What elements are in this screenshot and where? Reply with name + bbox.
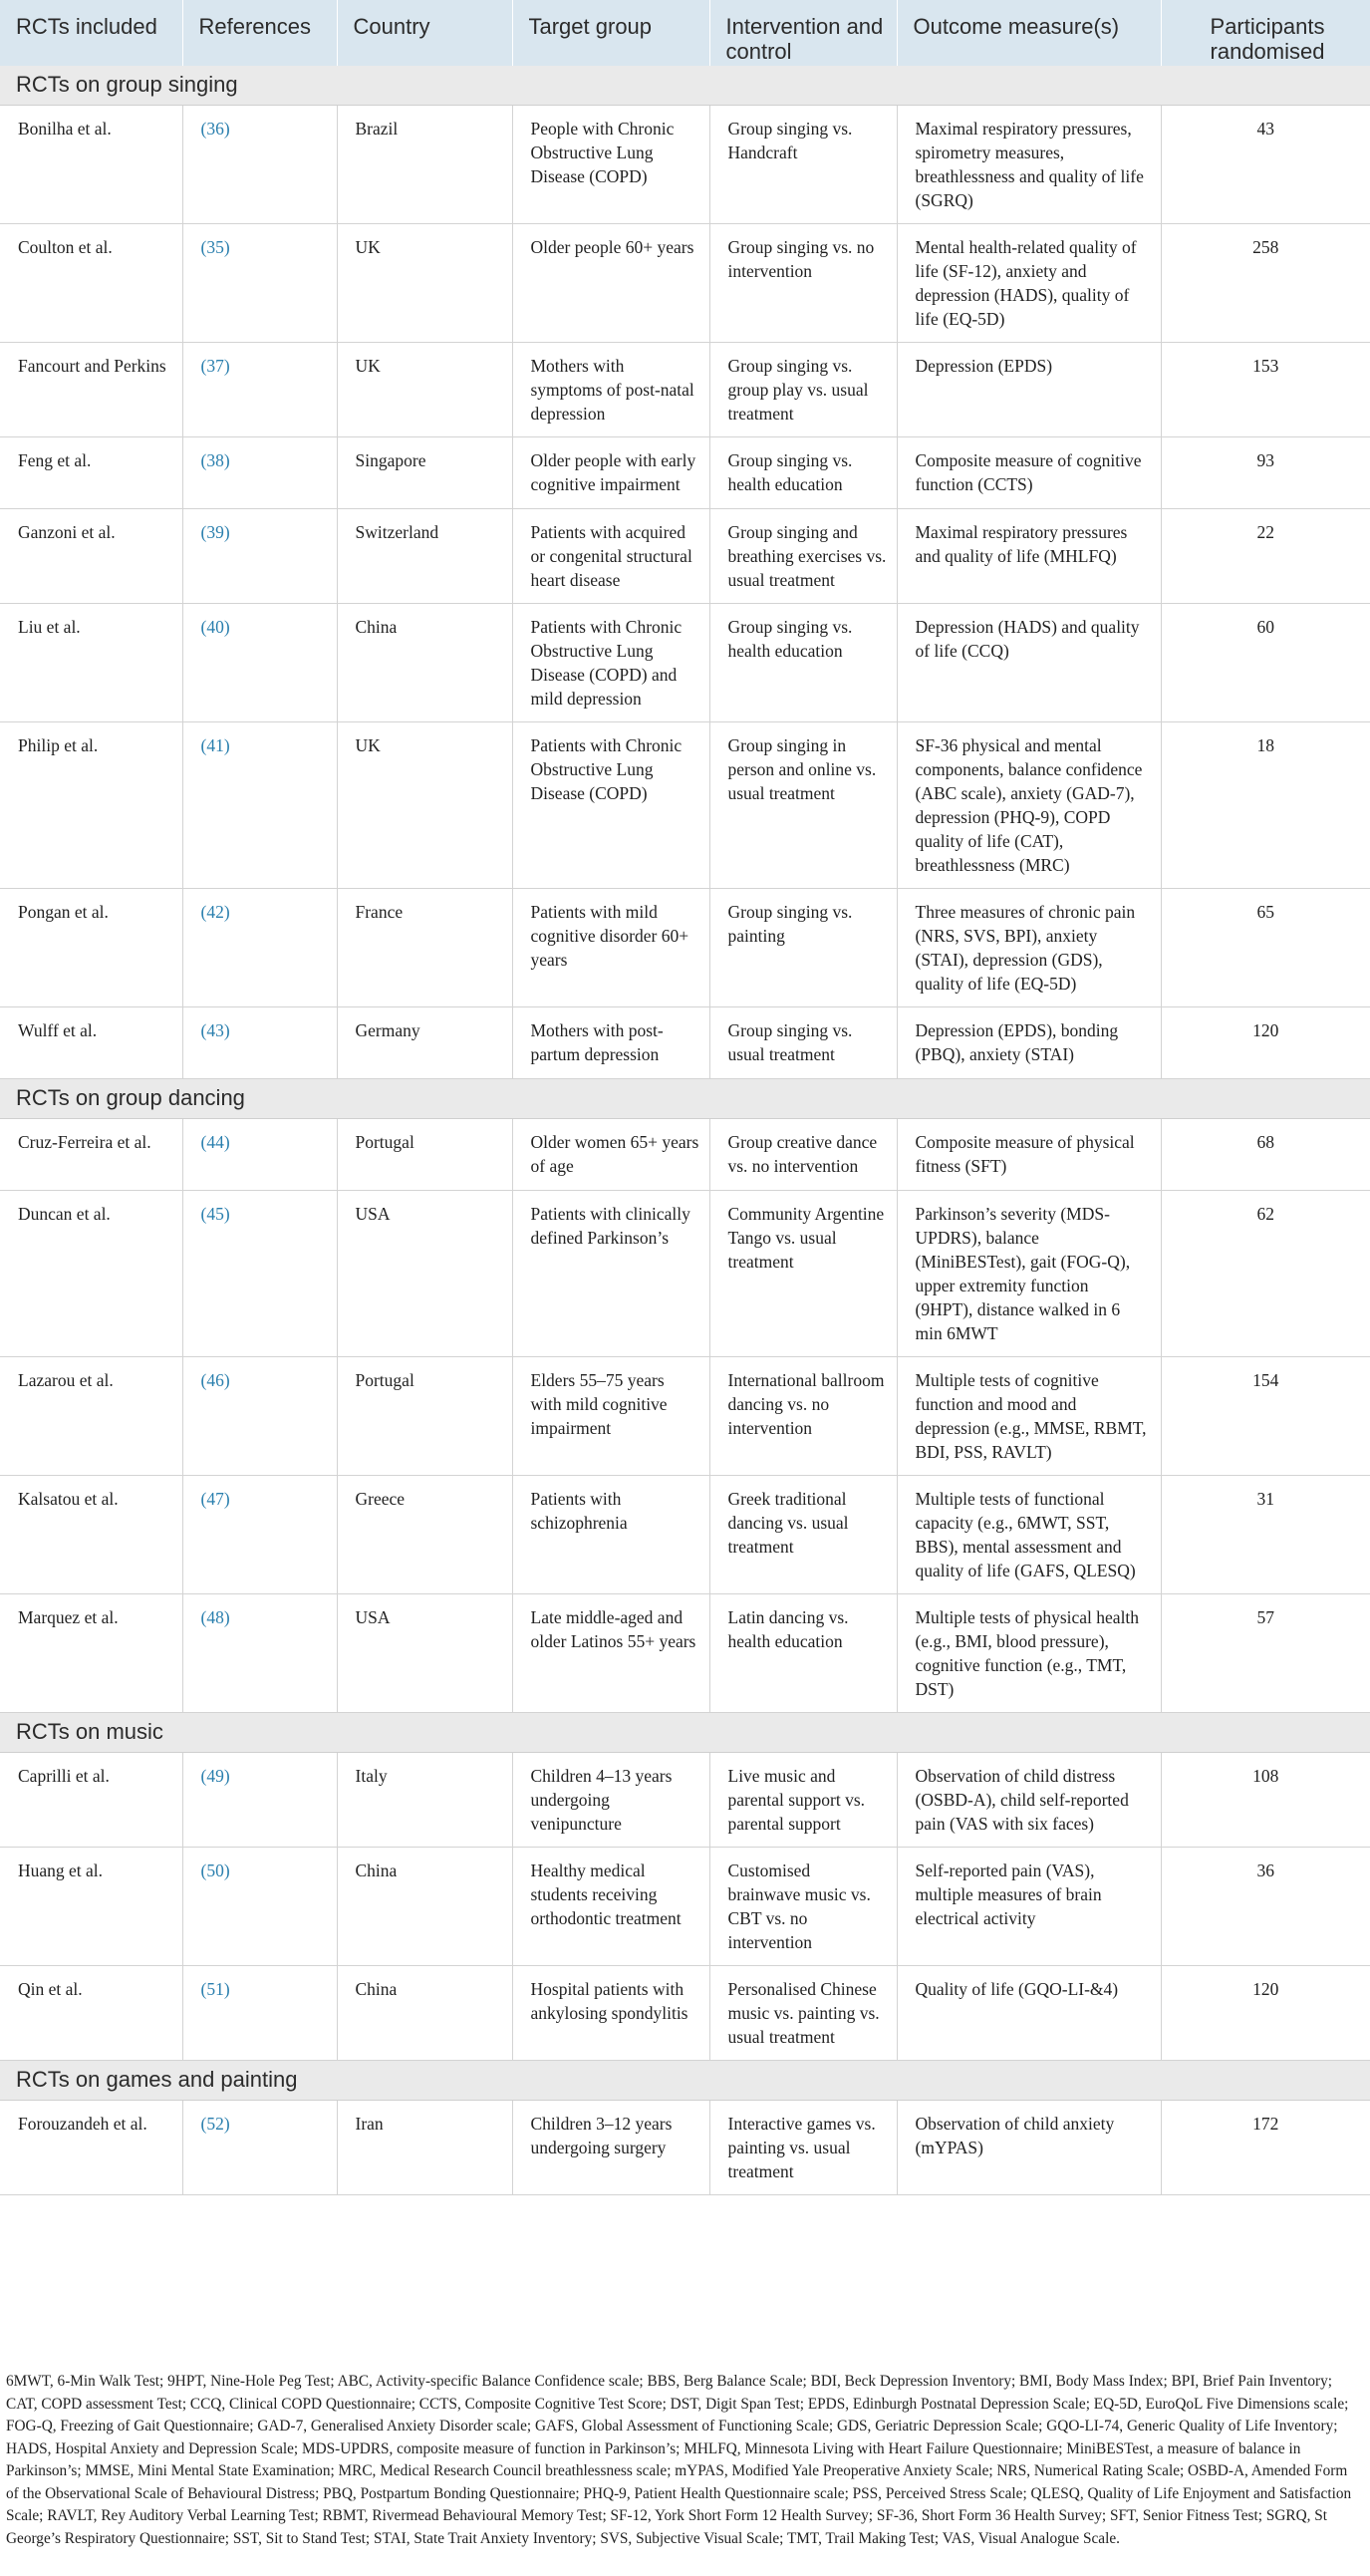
table-cell-intervention: Group singing in person and online vs. usual treatment: [709, 722, 897, 889]
table-cell-reference[interactable]: (48): [182, 1594, 337, 1713]
table-cell-intervention: Group singing vs. Handcraft: [709, 106, 897, 224]
table-cell-reference[interactable]: (37): [182, 343, 337, 437]
table-cell-study: Coulton et al.: [0, 224, 182, 343]
table-cell-target-group: Patients with Chronic Obstructive Lung Disease (COPD) and mild depression: [512, 604, 709, 722]
table-row: [0, 106, 1370, 224]
table-cell-participants: 258: [1161, 224, 1370, 343]
table-cell-reference[interactable]: (43): [182, 1007, 337, 1079]
table-cell-country: Portugal: [337, 1119, 512, 1191]
table-cell-outcome: Parkinson’s severity (MDS-UPDRS), balance (MiniBESTest), gait (FOG-Q), upper extremity function (9HPT), distance walked in 6 min 6MWT: [897, 1191, 1161, 1357]
table-cell-outcome: Composite measure of physical fitness (SFT): [897, 1119, 1161, 1191]
table-cell-target-group: Older people 60+ years: [512, 224, 709, 343]
table-cell-participants: 153: [1161, 343, 1370, 437]
table-row: [0, 1007, 1370, 1079]
table-cell-target-group: Children 4–13 years undergoing venipuncture: [512, 1753, 709, 1848]
header-references: References: [182, 0, 337, 66]
table-cell-reference[interactable]: (46): [182, 1357, 337, 1476]
table-cell-study: Marquez et al.: [0, 1594, 182, 1713]
table-cell-intervention: Group singing vs. painting: [709, 889, 897, 1007]
section-title: RCTs on group singing: [0, 66, 1370, 106]
table-cell-country: Iran: [337, 2101, 512, 2195]
table-cell-outcome: Three measures of chronic pain (NRS, SVS, BPI), anxiety (STAI), depression (GDS), quality of life (EQ-5D): [897, 889, 1161, 1007]
table-cell-study: Duncan et al.: [0, 1191, 182, 1357]
header-intervention: Intervention and control: [709, 0, 897, 66]
table-cell-country: China: [337, 604, 512, 722]
table-cell-participants: 57: [1161, 1594, 1370, 1713]
table-cell-target-group: Mothers with post-partum depression: [512, 1007, 709, 1079]
table-cell-outcome: Observation of child distress (OSBD-A), child self-reported pain (VAS with six faces): [897, 1753, 1161, 1848]
table-cell-target-group: Healthy medical students receiving orthodontic treatment: [512, 1848, 709, 1966]
table-row: [0, 2101, 1370, 2195]
table-cell-outcome: Depression (EPDS), bonding (PBQ), anxiety (STAI): [897, 1007, 1161, 1079]
table-cell-intervention: Personalised Chinese music vs. painting vs. usual treatment: [709, 1966, 897, 2061]
table-cell-target-group: People with Chronic Obstructive Lung Disease (COPD): [512, 106, 709, 224]
table-cell-intervention: Group singing vs. health education: [709, 604, 897, 722]
header-rcts-included: RCTs included: [0, 0, 182, 66]
table-cell-intervention: Group singing vs. group play vs. usual treatment: [709, 343, 897, 437]
table-row: [0, 1357, 1370, 1476]
table-cell-target-group: Older people with early cognitive impairment: [512, 437, 709, 509]
table-cell-reference[interactable]: (35): [182, 224, 337, 343]
section-header-row: [0, 1713, 1370, 1753]
table-cell-country: Singapore: [337, 437, 512, 509]
table-cell-study: Qin et al.: [0, 1966, 182, 2061]
table-cell-study: Fancourt and Perkins: [0, 343, 182, 437]
table-cell-reference[interactable]: (39): [182, 509, 337, 604]
table-cell-reference[interactable]: (51): [182, 1966, 337, 2061]
table-cell-study: Kalsatou et al.: [0, 1476, 182, 1594]
table-cell-study: Liu et al.: [0, 604, 182, 722]
table-cell-country: Portugal: [337, 1357, 512, 1476]
table-cell-participants: 172: [1161, 2101, 1370, 2195]
table-row: [0, 1594, 1370, 1713]
header-participants: Participants randomised: [1161, 0, 1370, 66]
section-header-row: [0, 2061, 1370, 2101]
table-cell-study: Bonilha et al.: [0, 106, 182, 224]
table-cell-reference[interactable]: (41): [182, 722, 337, 889]
table-cell-study: Forouzandeh et al.: [0, 2101, 182, 2195]
table-cell-target-group: Patients with acquired or congenital structural heart disease: [512, 509, 709, 604]
table-cell-target-group: Late middle-aged and older Latinos 55+ years: [512, 1594, 709, 1713]
table-cell-intervention: Greek traditional dancing vs. usual treatment: [709, 1476, 897, 1594]
table-row: [0, 722, 1370, 889]
table-cell-outcome: SF-36 physical and mental components, balance confidence (ABC scale), anxiety (GAD-7), depression (PHQ-9), COPD quality of life (CAT), breathlessness (MRC): [897, 722, 1161, 889]
table-cell-study: Cruz-Ferreira et al.: [0, 1119, 182, 1191]
table-cell-country: USA: [337, 1191, 512, 1357]
table-cell-intervention: Group singing and breathing exercises vs. usual treatment: [709, 509, 897, 604]
table-cell-study: Caprilli et al.: [0, 1753, 182, 1848]
table-cell-reference[interactable]: (45): [182, 1191, 337, 1357]
table-cell-country: Germany: [337, 1007, 512, 1079]
table-cell-intervention: Live music and parental support vs. parental support: [709, 1753, 897, 1848]
table-cell-country: China: [337, 1848, 512, 1966]
table-cell-country: Switzerland: [337, 509, 512, 604]
table-row: [0, 1753, 1370, 1848]
table-cell-participants: 68: [1161, 1119, 1370, 1191]
table-cell-intervention: Community Argentine Tango vs. usual treatment: [709, 1191, 897, 1357]
table-cell-study: Philip et al.: [0, 722, 182, 889]
table-cell-outcome: Mental health-related quality of life (SF-12), anxiety and depression (HADS), quality of life (EQ-5D): [897, 224, 1161, 343]
header-country: Country: [337, 0, 512, 66]
table-cell-country: Italy: [337, 1753, 512, 1848]
table-cell-participants: 120: [1161, 1966, 1370, 2061]
header-target-group: Target group: [512, 0, 709, 66]
table-cell-country: Greece: [337, 1476, 512, 1594]
table-cell-country: China: [337, 1966, 512, 2061]
table-cell-target-group: Patients with Chronic Obstructive Lung Disease (COPD): [512, 722, 709, 889]
table-row: [0, 1848, 1370, 1966]
table-cell-participants: 62: [1161, 1191, 1370, 1357]
table-cell-participants: 154: [1161, 1357, 1370, 1476]
table-cell-participants: 120: [1161, 1007, 1370, 1079]
table-row: [0, 437, 1370, 509]
table-cell-outcome: Maximal respiratory pressures and quality of life (MHLFQ): [897, 509, 1161, 604]
table-cell-intervention: Group singing vs. no intervention: [709, 224, 897, 343]
table-cell-outcome: Composite measure of cognitive function (CCTS): [897, 437, 1161, 509]
table-cell-target-group: Elders 55–75 years with mild cognitive impairment: [512, 1357, 709, 1476]
table-cell-study: Lazarou et al.: [0, 1357, 182, 1476]
table-cell-country: USA: [337, 1594, 512, 1713]
table-cell-participants: 36: [1161, 1848, 1370, 1966]
table-cell-country: Brazil: [337, 106, 512, 224]
table-cell-reference[interactable]: (38): [182, 437, 337, 509]
section-title: RCTs on group dancing: [0, 1079, 1370, 1119]
table-cell-outcome: Depression (HADS) and quality of life (CCQ): [897, 604, 1161, 722]
table-cell-outcome: Self-reported pain (VAS), multiple measures of brain electrical activity: [897, 1848, 1161, 1966]
table-cell-intervention: Interactive games vs. painting vs. usual treatment: [709, 2101, 897, 2195]
table-cell-target-group: Mothers with symptoms of post-natal depression: [512, 343, 709, 437]
abbreviations-footnote: 6MWT, 6-Min Walk Test; 9HPT, Nine-Hole Peg Test; ABC, Activity-specific Balance Confidence scale; BBS, Berg Balance Scale; BDI, Beck Depression Inventory; BMI, Body Mass Index; BPI, Brief Pain Inventory; CAT, COPD assessment Test; CCQ, Clinical COPD Questionnaire; CCTS, Composite Cognitive Test Score; DST, Digit Span Test; EPDS, Edinburgh Postnatal Depression Scale; EQ-5D, EuroQoL Five Dimensions scale; FOG-Q, Freezing of Gait Questionnaire; GAD-7, Generalised Anxiety Disorder scale; GAFS, Global Assessment of Functioning Scale; GDS, Geriatric Depression Scale; GQO-LI-74, Generic Quality of Life Inventory; HADS, Hospital Anxiety and Depression Scale; MDS-UPDRS, composite measure of function in Parkinson’s; MHLFQ, Minnesota Living with Heart Failure Questionnaire; MiniBESTest, a measure of balance in Parkinson’s; MMSE, Mini Mental State Examination; MRC, Medical Research Council breathlessness scale; mYPAS, Modified Yale Preoperative Anxiety Scale; NRS, Numerical Rating Scale; OSBD-A, Amended Form of the Observational Scale of Behavioural Distress; PBQ, Postpartum Bonding Questionnaire; PHQ-9, Patient Health Questionnaire scale; PSS, Perceived Stress Scale; QLESQ, Quality of Life Enjoyment and Satisfaction Scale; RAVLT, Rey Auditory Verbal Learning Test; RBMT, Rivermead Behavioural Memory Test; SF-12, York Short Form 12 Health Survey; SF-36, Short Form 36 Health Survey; SFT, Senior Fitness Test; SGRQ, St George’s Respiratory Questionnaire; SST, Sit to Stand Test; STAI, State Trait Anxiety Inventory; SVS, Subjective Visual Scale; TMT, Trail Making Test; VAS, Visual Analogue Scale.: [6, 2373, 1352, 2547]
table-cell-outcome: Multiple tests of physical health (e.g., BMI, blood pressure), cognitive function (e.g., TMT, DST): [897, 1594, 1161, 1713]
table-cell-outcome: Depression (EPDS): [897, 343, 1161, 437]
table-row: [0, 1966, 1370, 2061]
table-row: [0, 604, 1370, 722]
table-cell-country: UK: [337, 722, 512, 889]
table-cell-study: Ganzoni et al.: [0, 509, 182, 604]
table-row: [0, 889, 1370, 1007]
section-title: RCTs on games and painting: [0, 2061, 1370, 2101]
table-row: [0, 1191, 1370, 1357]
table-cell-participants: 22: [1161, 509, 1370, 604]
table-row: [0, 343, 1370, 437]
table-cell-reference[interactable]: (42): [182, 889, 337, 1007]
table-cell-reference[interactable]: (52): [182, 2101, 337, 2195]
header-outcome: Outcome measure(s): [897, 0, 1161, 66]
table-cell-outcome: Quality of life (GQO-LI-&4): [897, 1966, 1161, 2061]
table-cell-reference[interactable]: (50): [182, 1848, 337, 1966]
table-cell-reference[interactable]: (40): [182, 604, 337, 722]
table-row: [0, 1476, 1370, 1594]
table-cell-target-group: Children 3–12 years undergoing surgery: [512, 2101, 709, 2195]
table-cell-intervention: Group singing vs. health education: [709, 437, 897, 509]
table-cell-participants: 65: [1161, 889, 1370, 1007]
table-cell-target-group: Patients with schizophrenia: [512, 1476, 709, 1594]
table-cell-intervention: Group singing vs. usual treatment: [709, 1007, 897, 1079]
table-cell-outcome: Observation of child anxiety (mYPAS): [897, 2101, 1161, 2195]
table-cell-study: Feng et al.: [0, 437, 182, 509]
table-cell-study: Pongan et al.: [0, 889, 182, 1007]
table-cell-participants: 108: [1161, 1753, 1370, 1848]
table-cell-study: Wulff et al.: [0, 1007, 182, 1079]
table-cell-reference[interactable]: (49): [182, 1753, 337, 1848]
table-cell-intervention: Group creative dance vs. no intervention: [709, 1119, 897, 1191]
section-title: RCTs on music: [0, 1713, 1370, 1753]
table-cell-participants: 93: [1161, 437, 1370, 509]
table-cell-outcome: Maximal respiratory pressures, spirometry measures, breathlessness and quality of life (SGRQ): [897, 106, 1161, 224]
table-cell-intervention: Customised brainwave music vs. CBT vs. no intervention: [709, 1848, 897, 1966]
table-row: [0, 1119, 1370, 1191]
table-cell-participants: 18: [1161, 722, 1370, 889]
table-header-row: [0, 0, 1370, 66]
table-cell-target-group: Patients with clinically defined Parkinson’s: [512, 1191, 709, 1357]
table-cell-reference[interactable]: (47): [182, 1476, 337, 1594]
table-row: [0, 224, 1370, 343]
table-cell-participants: 43: [1161, 106, 1370, 224]
table-cell-country: France: [337, 889, 512, 1007]
table-cell-intervention: International ballroom dancing vs. no intervention: [709, 1357, 897, 1476]
table-body: [0, 66, 1370, 2195]
table-cell-outcome: Multiple tests of functional capacity (e.g., 6MWT, SST, BBS), mental assessment and quality of life (GAFS, QLESQ): [897, 1476, 1161, 1594]
table-cell-country: UK: [337, 343, 512, 437]
table-cell-intervention: Latin dancing vs. health education: [709, 1594, 897, 1713]
table-cell-study: Huang et al.: [0, 1848, 182, 1966]
table-cell-target-group: Patients with mild cognitive disorder 60+ years: [512, 889, 709, 1007]
table-cell-country: UK: [337, 224, 512, 343]
table-cell-outcome: Multiple tests of cognitive function and mood and depression (e.g., MMSE, RBMT, BDI, PSS, RAVLT): [897, 1357, 1161, 1476]
table-cell-participants: 60: [1161, 604, 1370, 722]
table-cell-reference[interactable]: (36): [182, 106, 337, 224]
table-cell-participants: 31: [1161, 1476, 1370, 1594]
table-row: [0, 509, 1370, 604]
table-cell-reference[interactable]: (44): [182, 1119, 337, 1191]
section-header-row: [0, 1079, 1370, 1119]
section-header-row: [0, 66, 1370, 106]
table-cell-target-group: Older women 65+ years of age: [512, 1119, 709, 1191]
table-cell-target-group: Hospital patients with ankylosing spondylitis: [512, 1966, 709, 2061]
